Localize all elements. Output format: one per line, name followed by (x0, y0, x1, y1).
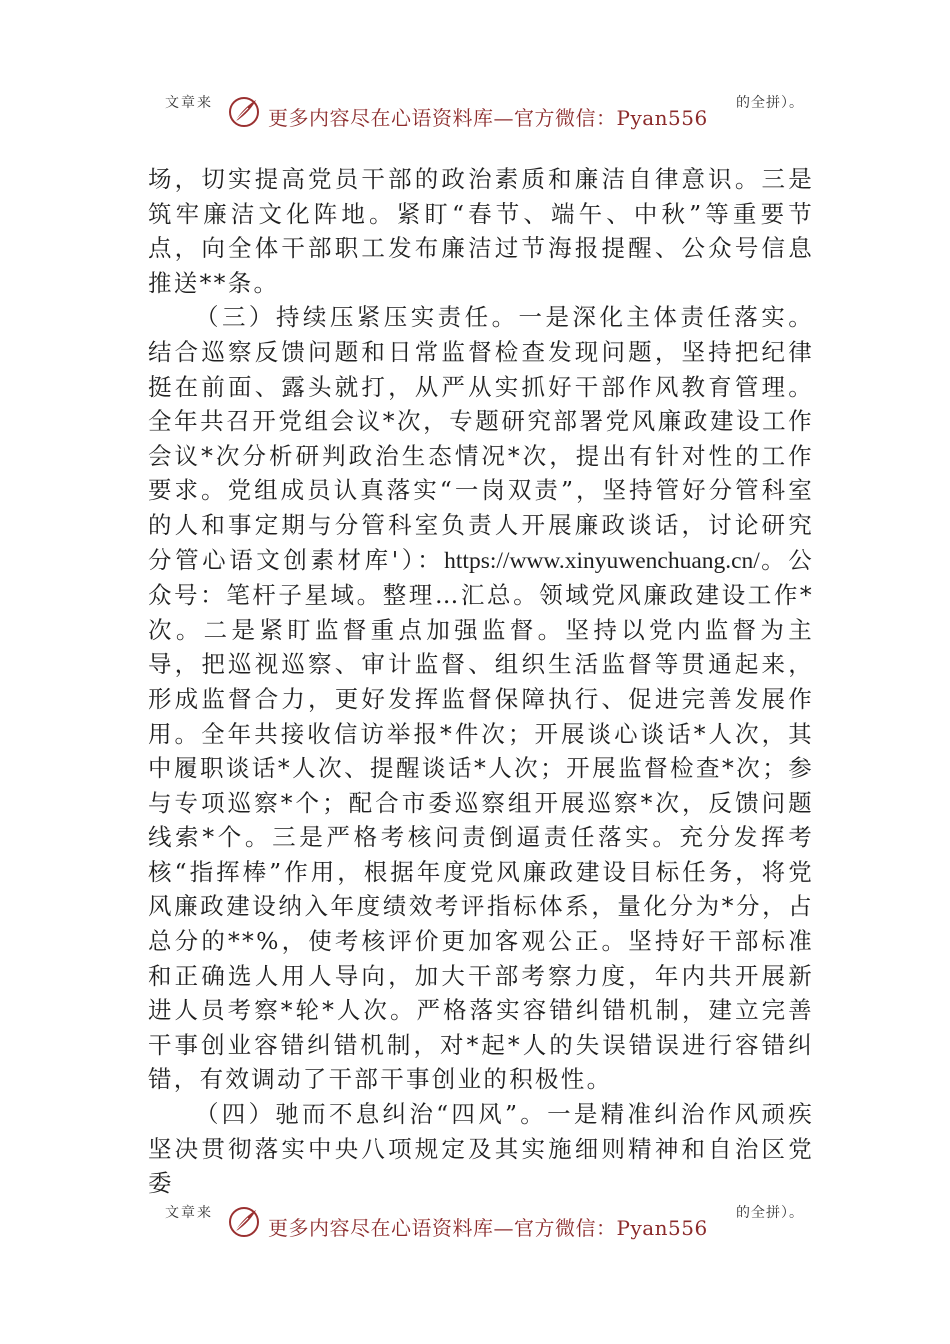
paragraph: （四）驰而不息纠治“四风”。一是精准纠治作风顽疾坚决贯彻落实中央八项规定及其实施细则精神和自治区党委 (148, 1100, 814, 1198)
footer-left-note: 文章来 (165, 1205, 213, 1221)
header-left-note: 文章来 (165, 95, 213, 111)
header-banner-bottom (0, 1196, 950, 1246)
banner-text: 更多内容尽在心语资料库—官方微信：Pyan556 (268, 106, 708, 130)
banner-text: 更多内容尽在心语资料库—官方微信：Pyan556 (268, 1216, 708, 1240)
website-link[interactable]: https://www.xinyuwenchuang.cn/ (444, 547, 760, 574)
header-right-note: 的全拼）。 (736, 95, 804, 111)
paragraph (148, 300, 814, 1097)
paragraph-text: （三）持续压紧压实责任。一是深化主体责任落实。结合巡察反馈问题和日常监督检查发现问题，坚持把纪律挺在前面、露头就打，从严从实抓好干部作风教育管理。全年共召开党组会议*次，专题研究部署党风廉政建设工作会议*次分析研判政治生态情况*次，提出有针对性的工作要求。党组成员认真落实“一岗双责”，坚持管好分管科室的人和事定期与分管科室负责人开展廉政谈话，讨论研究分管心语文创素材库'）： (148, 303, 814, 574)
document-body (148, 162, 814, 1201)
footer-right-note: 的全拼）。 (736, 1205, 804, 1221)
paragraph-text: 。公众号：笔杆子星域。整理…汇总。领域党风廉政建设工作*次。二是紧盯监督重点加强监督。坚持以党内监督为主导，把巡视巡察、审计监督、组织生活监督等贯通起来，形成监督合力，更好发挥监督保障执行、促进完善发展作用。全年共接收信访举报*件次；开展谈心谈话*人次，其中履职谈话*人次、提醒谈话*人次；开展监督检查*次；参与专项巡察*个；配合市委巡察组开展巡察*次，反馈问题线索*个。三是严格考核问责倒逼责任落实。充分发挥考核“指挥棒”作用，根据年度党风廉政建设目标任务，将党风廉政建设纳入年度绩效考评指标体系，量化分为*分，占总分的**%，使考核评价更加客观公正。坚持好干部标准和正确选人用人导向，加大干部考察力度，年内共开展新进人员考察*轮*人次。严格落实容错纠错机制，建立完善干事创业容错纠错机制，对*起*人的失误错误进行容错纠错，有效调动了干部干事创业的积极性。 (148, 545, 814, 1094)
quill-feather-icon (226, 94, 262, 130)
header-banner-top (0, 86, 950, 136)
paragraph: 场，切实提高党员干部的政治素质和廉洁自律意识。三是筑牢廉洁文化阵地。紧盯“春节、端午、中秋”等重要节点，向全体干部职工发布廉洁过节海报提醒、公众号信息推送**条。 (148, 165, 814, 297)
quill-feather-icon (226, 1204, 262, 1240)
